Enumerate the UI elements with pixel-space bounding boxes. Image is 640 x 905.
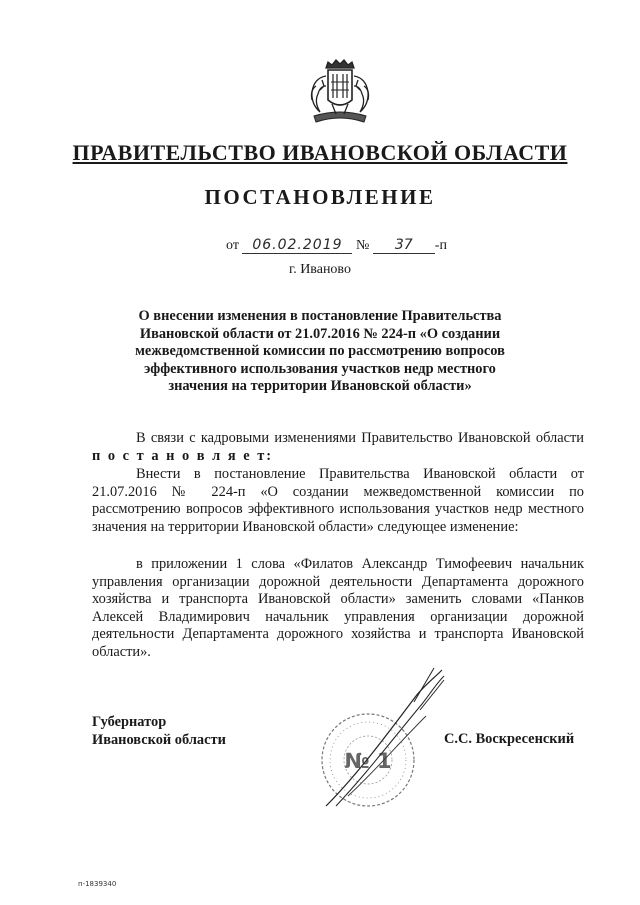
handwritten-date: 06.02.2019 [242,238,352,254]
signer-title-line2: Ивановской области [92,731,226,748]
signer-name: С.С. Воскресенский [444,731,575,747]
signer-title [92,714,226,749]
number-suffix: -п [434,238,447,253]
coat-of-arms-emblem [302,56,378,128]
handwritten-number: 37 [373,238,435,254]
intro-text: В связи с кадровыми изменениями Правительство Ивановской области [136,430,584,446]
stamp-number: № 1 [344,749,392,773]
official-stamp [296,656,456,816]
document-subject: О внесении изменения в постановление Правительства Ивановской области от 21.07.2016 № 224-п «О создании межведомственной комиссии по рассмотрению вопросов эффективного использования участков недр местного значения на территории Ивановской области» [135,308,505,395]
signer-title-line1: Губернатор [92,714,167,730]
document-type-heading: ПОСТАНОВЛЕНИЕ [204,185,436,209]
government-title: ПРАВИТЕЛЬСТВО ИВАНОВСКОЙ ОБЛАСТИ [72,140,568,165]
intro-paragraph [92,430,584,465]
from-label: от [226,238,239,253]
decree-word: п о с т а н о в л я е т: [92,447,274,464]
replacement-paragraph: в приложении 1 слова «Филатов Александр Тимофеевич начальник управления организации дорожной деятельности Департамента дорожного хозяйства и транспорта Ивановской области» заменить словами «Панков Алексей Владимирович начальник управления организации дорожной деятельности Департамента дорожного хозяйства и транспорта Ивановской области». [92,556,584,660]
number-label: № [355,238,370,253]
amendment-paragraph: Внести в постановление Правительства Ивановской области от 21.07.2016 № 224-п «О создании межведомственной комиссии по рассмотрению вопросов эффективного использования участков недр местного значения на территории Ивановской области» следующее изменение: [92,466,584,535]
footer-document-code: п-1839340 [78,880,117,888]
date-number-row [226,238,447,254]
city-line: г. Иваново [289,262,351,277]
